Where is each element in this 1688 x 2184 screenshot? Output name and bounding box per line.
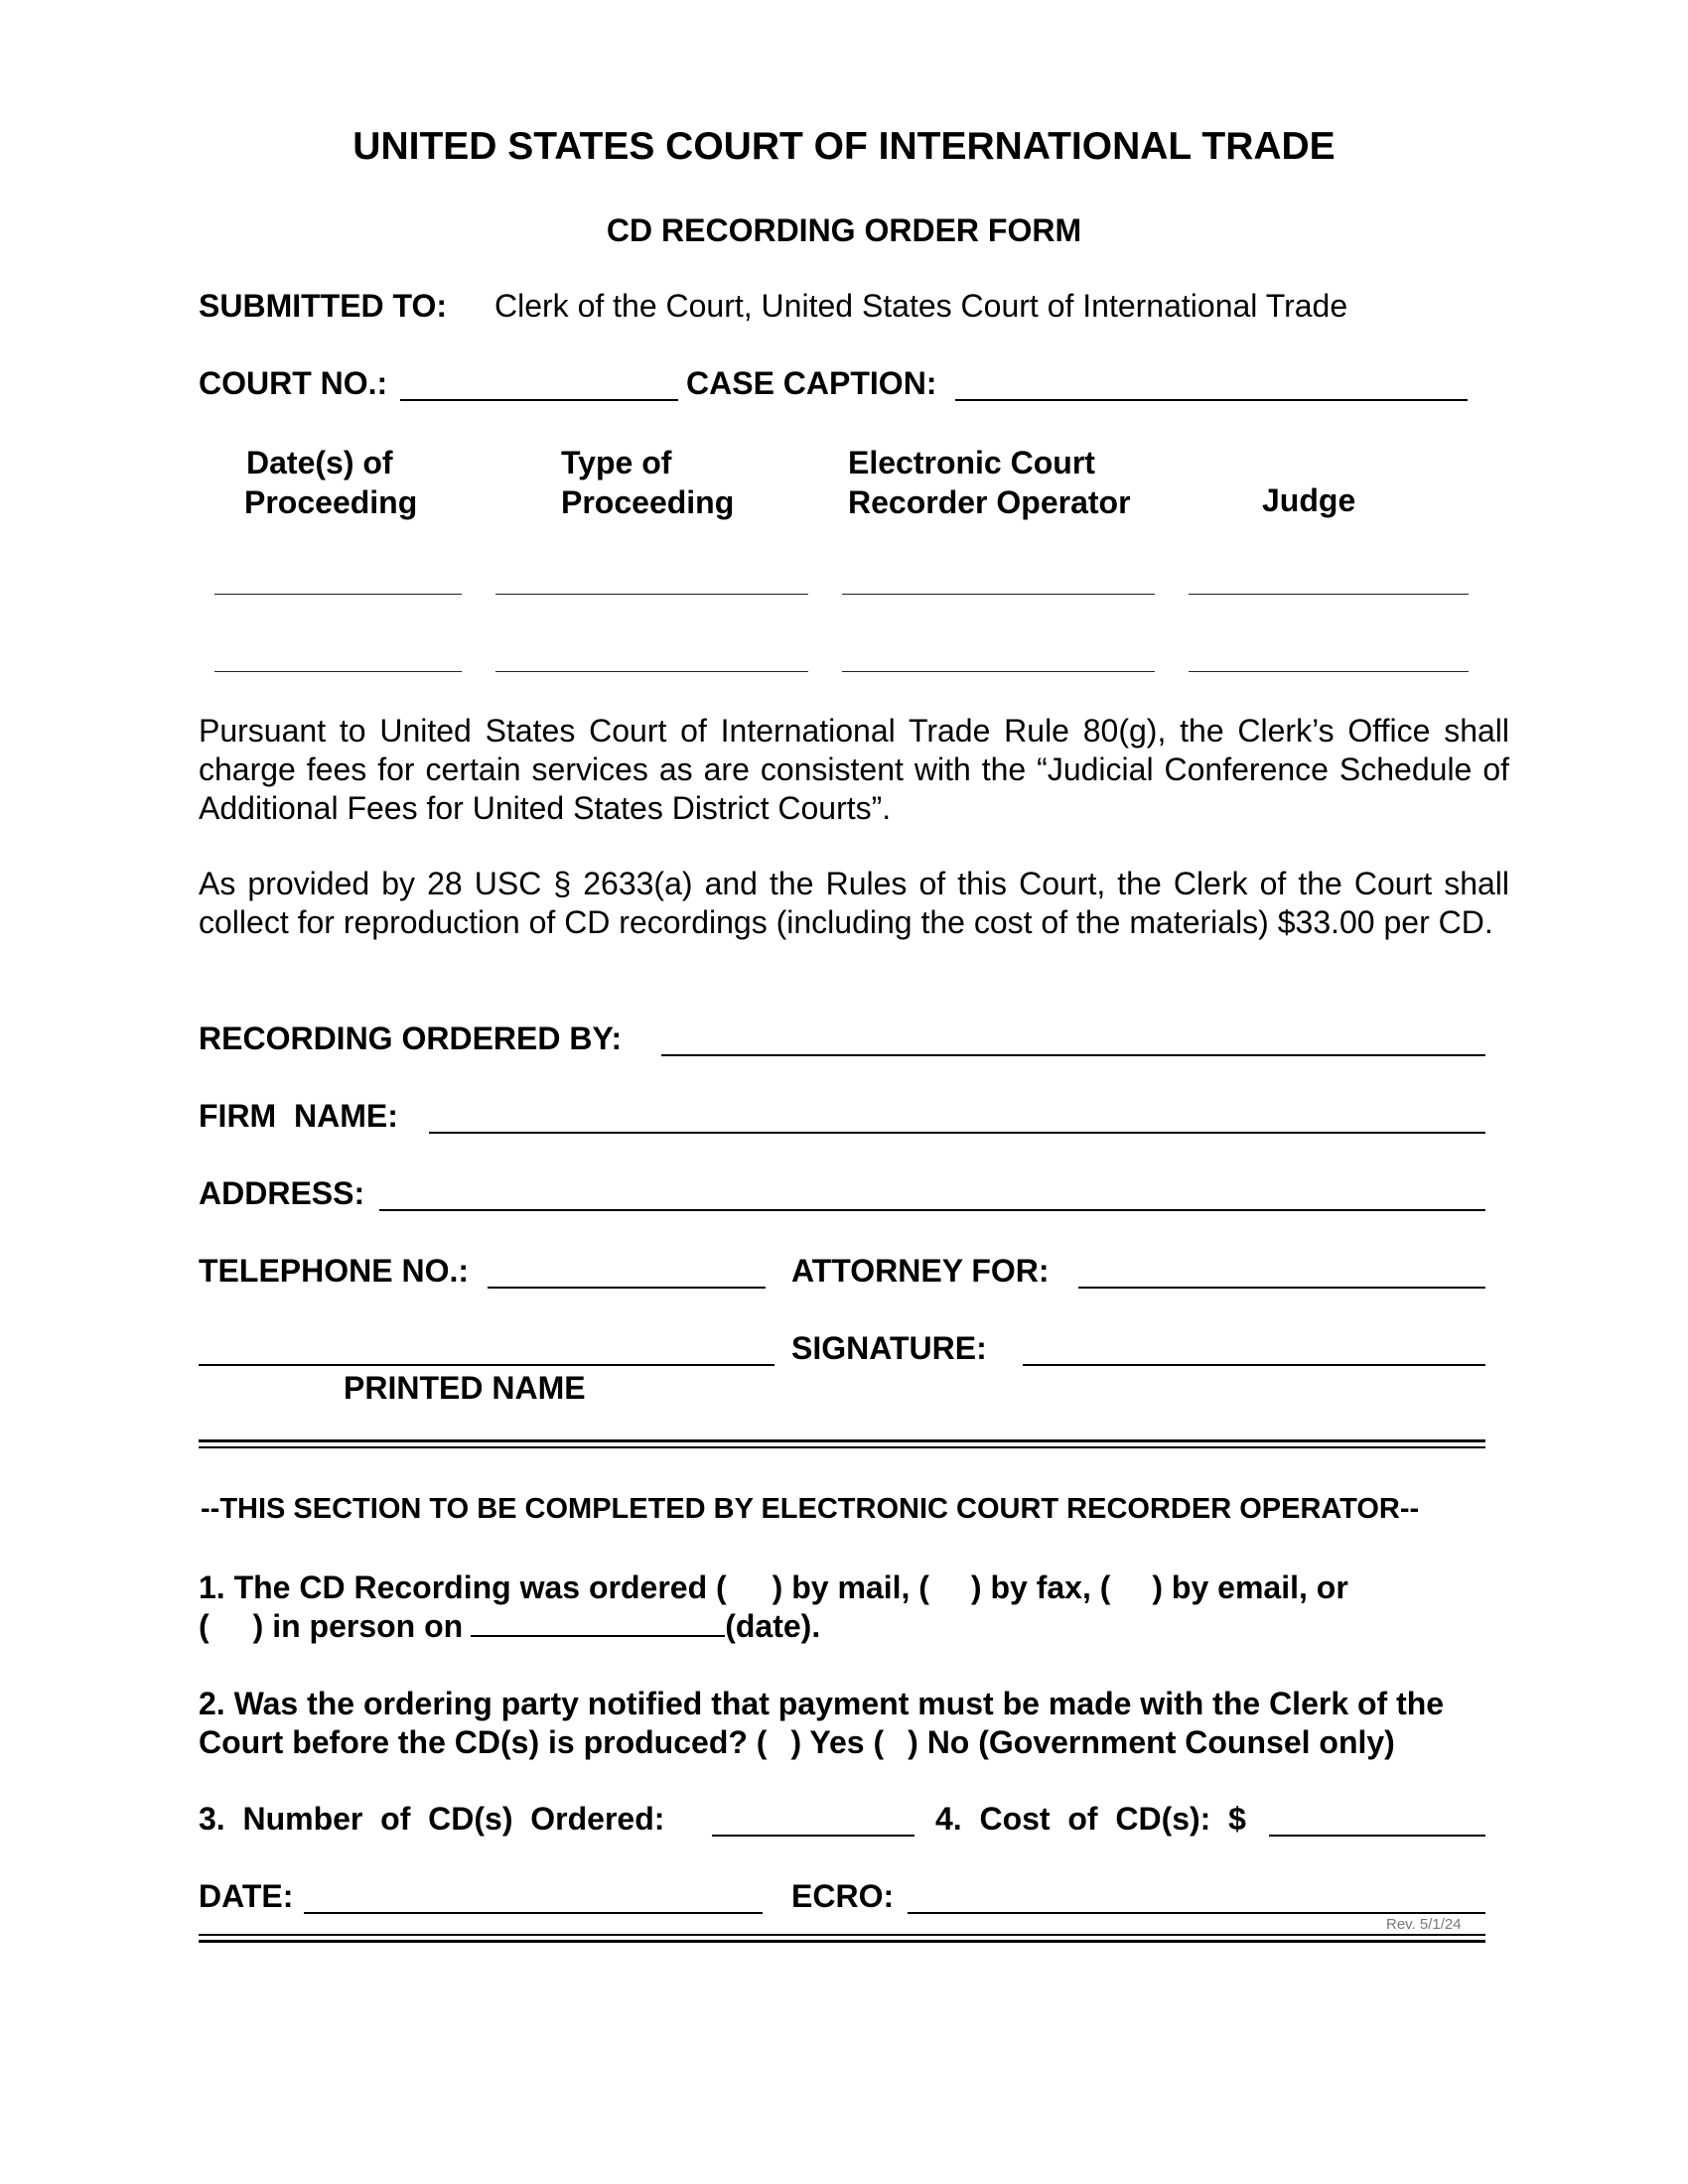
row2-judge-field[interactable] xyxy=(1189,671,1469,672)
case-caption-label: CASE CAPTION: xyxy=(686,365,937,401)
section-divider xyxy=(199,1439,1485,1442)
date-label: DATE: xyxy=(199,1878,294,1914)
ecro-label: ECRO: xyxy=(791,1878,895,1914)
address-field[interactable] xyxy=(379,1209,1485,1211)
q3-number-field[interactable] xyxy=(712,1835,914,1837)
q4-label: 4. Cost of CD(s): $ xyxy=(935,1801,1246,1837)
signature-field[interactable] xyxy=(1023,1364,1485,1366)
header-dates-of-proceeding: Date(s) of Proceeding xyxy=(244,445,418,520)
ecro-field[interactable] xyxy=(908,1912,1485,1914)
row1-type-field[interactable] xyxy=(495,594,808,595)
bottom-divider xyxy=(199,1934,1485,1936)
telephone-label: TELEPHONE NO.: xyxy=(199,1253,470,1289)
row2-dates-field[interactable] xyxy=(214,671,462,672)
recording-ordered-by-field[interactable] xyxy=(661,1054,1485,1056)
question-1: 1. The CD Recording was ordered ( ) by mail, ( ) by fax, ( ) by email, or xyxy=(199,1570,1348,1605)
firm-name-field[interactable] xyxy=(429,1132,1485,1134)
row2-type-field[interactable] xyxy=(495,671,808,672)
printed-name-field[interactable] xyxy=(199,1364,774,1366)
bottom-divider-2 xyxy=(199,1940,1485,1943)
page-title: UNITED STATES COURT OF INTERNATIONAL TRADE xyxy=(352,125,1336,168)
row1-ecro-field[interactable] xyxy=(842,594,1155,595)
address-label: ADDRESS: xyxy=(199,1175,365,1211)
row1-dates-field[interactable] xyxy=(214,594,462,595)
date-field[interactable] xyxy=(304,1912,763,1914)
case-caption-field[interactable] xyxy=(955,399,1468,401)
question-2-line-2: Court before the CD(s) is produced? ( ) Yes ( ) No (Government Counsel only) xyxy=(199,1724,1395,1760)
header-type-of-proceeding: Type of Proceeding xyxy=(561,445,735,520)
submitted-to-value: Clerk of the Court, United States Court of International Trade xyxy=(494,288,1348,324)
court-no-label: COURT NO.: xyxy=(199,365,388,401)
header-judge: Judge xyxy=(1262,482,1356,518)
row2-ecro-field[interactable] xyxy=(842,671,1155,672)
cd-cost-paragraph: As provided by 28 USC § 2633(a) and the Rules of this Court, the Clerk of the Court shall collect for reproduction of CD recordings (including the cost of the materials) $33.00 per CD. xyxy=(199,866,1509,940)
revision-date: Rev. 5/1/24 xyxy=(1386,1916,1462,1933)
question-1-line-2: ( ) in person on (date). xyxy=(199,1608,821,1644)
attorney-for-field[interactable] xyxy=(1078,1287,1485,1289)
form-subtitle: CD RECORDING ORDER FORM xyxy=(606,212,1082,248)
printed-name-label: PRINTED NAME xyxy=(344,1370,586,1406)
telephone-field[interactable] xyxy=(488,1287,766,1289)
firm-name-label: FIRM NAME: xyxy=(199,1098,398,1134)
row1-judge-field[interactable] xyxy=(1189,594,1469,595)
attorney-for-label: ATTORNEY FOR: xyxy=(791,1253,1050,1289)
q1-date-field[interactable] xyxy=(471,1607,725,1637)
recording-ordered-by-label: RECORDING ORDERED BY: xyxy=(199,1021,623,1056)
section-divider-2 xyxy=(199,1446,1485,1448)
court-no-field[interactable] xyxy=(400,399,678,401)
question-2: 2. Was the ordering party notified that payment must be made with the Clerk of the xyxy=(199,1686,1445,1721)
signature-label: SIGNATURE: xyxy=(791,1330,987,1366)
fees-paragraph: Pursuant to United States Court of International Trade Rule 80(g), the Clerk’s Office shall charge fees for certain services as are consistent with the “Judicial Conference Schedule of Additional Fees for United States District Courts”. xyxy=(199,713,1509,826)
q3-label: 3. Number of CD(s) Ordered: xyxy=(199,1801,665,1837)
header-ecro: Electronic Court Recorder Operator xyxy=(848,445,1131,520)
submitted-to-label: SUBMITTED TO: xyxy=(199,288,448,324)
ecro-section-heading: --THIS SECTION TO BE COMPLETED BY ELECTRONIC COURT RECORDER OPERATOR-- xyxy=(201,1493,1420,1525)
q4-cost-field[interactable] xyxy=(1269,1835,1485,1837)
